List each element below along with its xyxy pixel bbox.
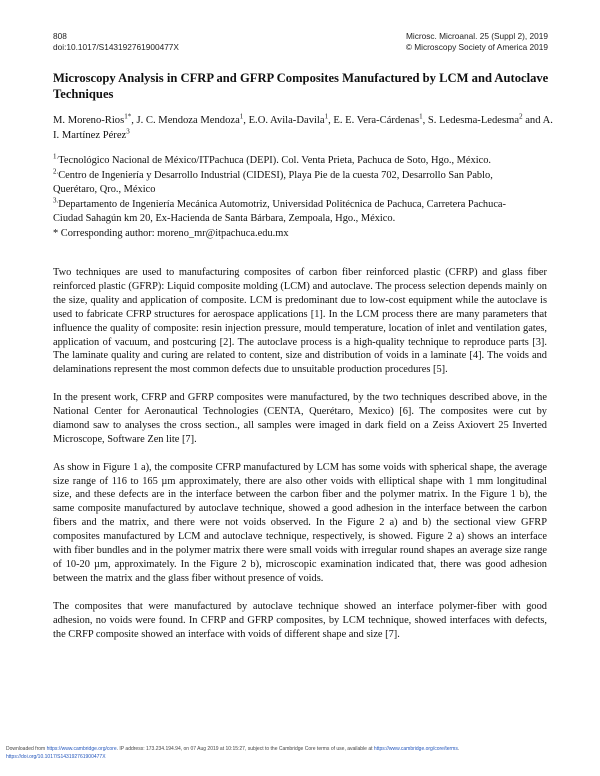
author-list	[53, 113, 553, 143]
doi: doi:10.1017/S143192761900477X	[53, 42, 179, 52]
header-left	[53, 31, 179, 53]
header-right	[406, 31, 548, 53]
author: J. C. Mendoza Mendoza	[136, 115, 240, 126]
page-number: 808	[53, 31, 67, 41]
doi-link[interactable]: https://doi.org/10.1017/S143192761900477X	[6, 754, 106, 760]
corresponding-author: * Corresponding author: moreno_mr@itpachuca.edu.mx	[53, 227, 289, 239]
author-sep: ,	[243, 115, 249, 126]
author: S. Ledesma-Ledesma	[427, 115, 520, 126]
affiliation-sup: 3.	[53, 196, 59, 205]
author: E. E. Vera-Cárdenas	[333, 115, 420, 126]
author-sep: and	[522, 115, 543, 126]
author-sup: 2	[519, 112, 523, 121]
author-sep: ,	[328, 115, 334, 126]
affiliation-sup: 1.	[53, 152, 59, 161]
paragraph-2: In the present work, CFRP and GFRP composites were manufactured, by the two techniques described above, in the National Center for Aeronautical Technologies (CENTA, Querétaro, Mexico) [6]. The composites were cut by diamond saw to analyses the cross section., all samples were imaged in dark field on a Zeiss Axiovert 25 Inverted Microscope, Software Zen lite [7].	[53, 392, 547, 445]
author: E.O. Avila-Davila	[248, 115, 325, 126]
author-sup: 1	[324, 112, 329, 121]
author-sup: 1	[239, 112, 244, 121]
affiliation-text: Tecnológico Nacional de México/ITPachuca (DEPI). Col. Venta Prieta, Pachuca de Soto, Hgo., México.	[58, 155, 492, 166]
download-footer	[6, 745, 596, 761]
core-link[interactable]: https://www.cambridge.org/core	[46, 746, 117, 752]
author-sup: 1	[419, 112, 423, 121]
paragraph-4: The composites that were manufactured by autoclave technique showed an interface polymer-fiber with good adhesion, no voids were found. In CFRP and GFRP composites, by LCM technique, showed interfaces with defects, the CRFP composite showed an interface with voids of different shape and size [7].	[53, 600, 547, 640]
affiliation-sup: 2.	[53, 167, 59, 176]
author-sep: ,	[131, 115, 137, 126]
footer-line-1	[6, 745, 596, 753]
abstract-body	[53, 266, 547, 655]
paragraph-1: Two techniques are used to manufacturing composites of carbon fiber reinforced plastic (CFRP) and glass fiber reinforced plastic (GFRP): Liquid composite molding (LCM) and autoclave. The process selection depends mainly on the size, quality and application of composite. LCM is predominant due to low-cost equipment while the autoclave is used to fabricate CFRP structures for aerospace applications [1]. In the LCM process there are many parameters that influence the quality of composite: resin injection pressure, mould temperature, location of inlet and ventilation gates, application of vacuum, and postcuring [2]. The autoclave process is a high-quality technique to reproduce parts [3]. The laminate quality and curing are related to content, size and distribution of voids in a laminate [4]. The voids and delaminations represent the most common defects due to unsuitable production procedures [5].	[53, 267, 547, 376]
paper-title: Microscopy Analysis in CFRP and GFRP Composites Manufactured by LCM and Autoclave Techniques	[53, 71, 549, 101]
author-sup: 1*	[124, 112, 132, 121]
affiliation-2	[53, 169, 533, 198]
affiliation-text: Centro de Ingeniería y Desarrollo Industrial (CIDESI), Playa Pie de la cuesta 702, Desarrollo San Pablo, Querétaro, Qro., México	[53, 169, 493, 195]
footer-text: Downloaded from	[6, 746, 47, 752]
author-sup: 3	[126, 127, 130, 136]
footer-text: .	[457, 746, 460, 752]
author: A. I. Martínez Pérez	[53, 115, 553, 141]
footer-text: . IP address: 173.234.194.94, on 07 Aug 2019 at 10:15:27, subject to the Cambridge Core terms of use, available at	[116, 746, 374, 752]
author: M. Moreno-Rios	[53, 115, 125, 126]
author-sep: ,	[422, 115, 428, 126]
affiliation-1	[53, 154, 533, 169]
paragraph-3: As show in Figure 1 a), the composite CFRP manufactured by LCM has some voids with spherical shape, the average size range of 116 to 165 µm approximately, there are also other voids with elliptical shape with 1 mm longitudinal size, and these defects are in the interface between the carbon fiber and the polymer matrix. In the Figure 1 b), the same composite manufactured by autoclave technique, showed a good adhesion in the interface between the carbon fibers and the matrix, and there were not voids observed. In the Figure 2 a) and b) the sectional view GFRP composites manufactured by LCM and autoclave technique, respectively, is showed. Figure 2 a) shows an interface with fiber bundles and in the polymer matrix there were small voids with irregular round shapes an average size range of 10-20 µm, approximately. In the Figure 2 b), microscopic examination indicated that, there was good adhesion between the matrix and the glass fiber without presence of voids.	[53, 461, 547, 584]
terms-link[interactable]: https://www.cambridge.org/core/terms	[373, 746, 458, 752]
copyright: © Microscopy Society of America 2019	[405, 42, 548, 52]
affiliation-3	[53, 198, 533, 227]
affiliations	[53, 154, 533, 241]
affiliation-text: Departamento de Ingeniería Mecánica Automotriz, Universidad Politécnica de Pachuca, Carretera Pachuca-Ciudad Sahagún km 20, Ex-Hacienda de Santa Bárbara, Zempoala, Hgo., México.	[53, 198, 507, 224]
journal-citation: Microsc. Microanal. 25 (Suppl 2), 2019	[405, 31, 548, 41]
